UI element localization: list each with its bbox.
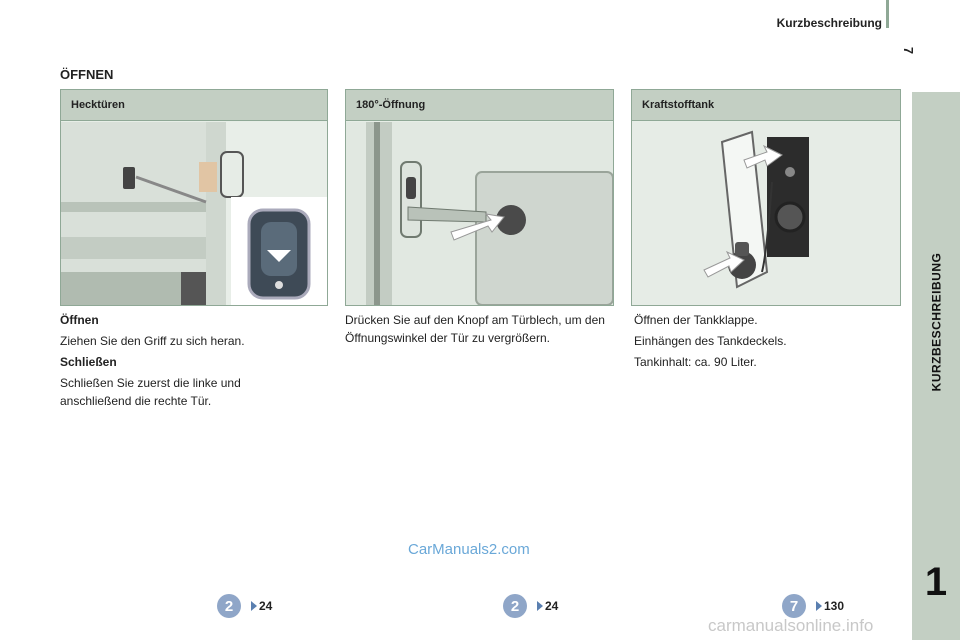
side-tab-label: KURZBESCHREIBUNG bbox=[929, 252, 944, 392]
header-rule bbox=[886, 0, 889, 28]
panel-fuel-tank bbox=[631, 89, 901, 306]
rear-doors-illustration bbox=[61, 122, 327, 305]
chapter-badge: 2 bbox=[217, 594, 241, 618]
arrow-right-icon bbox=[816, 601, 822, 611]
open-text: Ziehen Sie den Griff zu sich heran. bbox=[60, 334, 245, 348]
footer-watermark: carmanualsonline.info bbox=[708, 616, 874, 635]
side-tab-label-wrap bbox=[912, 92, 960, 552]
arrow-right-icon bbox=[537, 601, 543, 611]
panel-heading: Hecktüren bbox=[61, 90, 327, 121]
reference-page: 24 bbox=[259, 599, 273, 613]
watermark: CarManuals2.com bbox=[408, 541, 530, 558]
reference-page: 130 bbox=[824, 599, 845, 613]
reference-page: 24 bbox=[545, 599, 559, 613]
door-opening-illustration bbox=[346, 122, 613, 305]
arrow-right-icon bbox=[251, 601, 257, 611]
page-reference[interactable] bbox=[782, 594, 844, 618]
chapter-badge: 2 bbox=[503, 594, 527, 618]
fuel-capacity-text: Tankinhalt: ca. 90 Liter. bbox=[634, 355, 757, 369]
rear-doors-text bbox=[60, 311, 330, 413]
page-reference[interactable] bbox=[503, 594, 558, 618]
panel-rear-doors bbox=[60, 89, 328, 306]
open-heading: Öffnen bbox=[60, 313, 99, 327]
door-opening-paragraph: Drücken Sie auf den Knopf am Türblech, um den Öffnungswinkel der Tür zu vergrößern. bbox=[345, 313, 605, 345]
fuel-tank-illustration bbox=[632, 122, 900, 305]
fuel-cap-text: Einhängen des Tankdeckels. bbox=[634, 334, 787, 348]
chapter-number: 1 bbox=[924, 560, 948, 604]
close-heading: Schließen bbox=[60, 355, 117, 369]
panel-heading: 180°-Öffnung bbox=[346, 90, 613, 121]
section-title: ÖFFNEN bbox=[60, 67, 114, 82]
fuel-flap-text: Öffnen der Tankklappe. bbox=[634, 313, 758, 327]
page-reference[interactable] bbox=[217, 594, 272, 618]
panel-180-opening bbox=[345, 89, 614, 306]
page-number: 7 bbox=[901, 46, 917, 55]
fuel-tank-text bbox=[634, 311, 899, 374]
chapter-badge: 7 bbox=[782, 594, 806, 618]
header-title: Kurzbeschreibung bbox=[776, 16, 882, 30]
panel-heading: Kraftstofftank bbox=[632, 90, 900, 121]
close-text: Schließen Sie zuerst die linke und anschließend die rechte Tür. bbox=[60, 376, 241, 408]
door-opening-text bbox=[345, 311, 615, 350]
